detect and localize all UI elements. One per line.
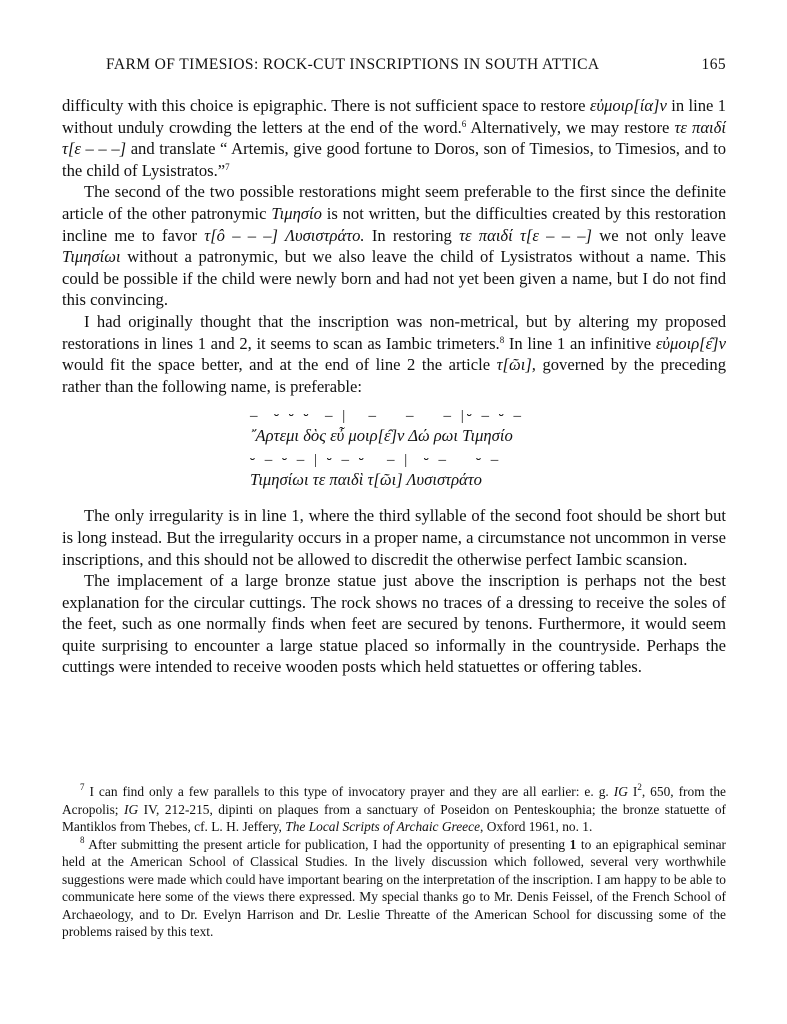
page-number: 165 [701,56,726,73]
greek-text: εὐμοιρ[ε̑]ν [655,333,726,353]
text-run: In restoring [371,225,452,245]
greek-text: τ[ô – – –] Λυσιστράτο. [204,225,365,245]
footnote-number: 8 [80,834,85,845]
footnote-ref-6: 6 [461,118,467,129]
paragraph-5: The implacement of a large bronze statue just above the inscription is perhaps not the best explanation for the circular cuttings. The rock shows no traces of a dressing to receive the soles of the feet, such as one normally finds when feet are secured by tenons. Furthermore, it would seem quite surprising to encounter a large statue placed so informally in the countryside. Perhaps the cuttings were intended to receive wooden posts which held statuettes or offering tables. [62,571,726,677]
text-run: governed by the preceding rather than the following name, is preferable: [62,355,726,396]
greek-text: Τιμησίωι [62,247,121,267]
superscript: 2 [637,782,642,792]
text-run: we not only leave [599,225,726,245]
footnote-7 [62,783,726,836]
text-run: IV, 212-215, dipinti on plaques from a sanctuary of Poseidon on Penteskouphia; the bronze statuette of Mantiklos from Thebes, cf. L. H. Jeffery, [62,801,726,834]
meter-line-1: – ⏑ ⏑ ⏑ – | – – – |⏑ – ⏑ – [250,408,524,425]
footnote-ref-7: 7 [225,161,230,172]
text-run: After submitting the present article for publication, I had the opportunity of presenting [88,836,566,852]
text-run: to an epigraphical seminar held at the American School of Classical Studies. In the lively discussion which followed, several very worthwhile suggestions were made which could have important bearing on the interpretation of the inscription. I am happy to be able to communicate here some of the views there expressed. My special thanks go to Mr. Denis Feissel, of the French School of Archaeology, and to Dr. Evelyn Harrison and Dr. Leslie Threatte of the American School for discussing some of the problems raised by this text. [62,836,726,939]
greek-text: τ[ῶι], [496,355,536,375]
text-run: I can find only a few parallels to this type of invocatory prayer and they are all earlier: e. g. [89,784,609,799]
running-title: FARM OF TIMESIOS: ROCK-CUT INSCRIPTIONS IN SOUTH ATTICA [106,56,600,73]
text-run: , 650, from the Acropolis; [62,784,726,817]
text-run: In line 1 an infinitive [508,333,652,353]
text-run: and translate “ Artemis, give good fortune to Doros, son of Timesios, to Timesios, and to the child of Lysistratos.” [62,139,726,180]
text-run: without a patronymic, but we also leave the child of Lysistratos without a name. This could be possible if the child were newly born and had not yet been given a name, but I do not find this convincing. [62,247,726,310]
text-run: Alternatively, we may restore [470,117,670,137]
paragraph-3 [62,311,726,397]
body-text [62,95,726,678]
footnote-ref-8: 8 [499,334,505,345]
meter-line-2: ⏑ – ⏑ – | ⏑ – ⏑ – | ⏑ – ⏑ – [250,452,502,469]
greek-text: τε παιδί τ[ε – – –] [62,117,726,159]
text-run: , Oxford 1961, no. 1. [480,819,593,834]
paragraph-1 [62,95,726,181]
text-run: in line 1 without unduly crowding the letters at the end of the word. [62,96,727,137]
verse-line-2: Τιμησίωι τε παιδὶ τ[ῶι] Λυσιστράτο [250,470,482,490]
bold-text: 1 [569,836,577,852]
greek-text: εὐμοιρ[ία]ν [589,96,667,115]
footnotes [62,783,726,941]
paragraph-4: The only irregularity is in line 1, where the third syllable of the second foot should be short but is long instead. But the irregularity occurs in a proper name, a circumstance not uncommon in verse inscriptions, and this should not be allowed to discredit the otherwise perfect Iambic scansion. [62,506,726,569]
greek-text: Τιμησίο [271,203,322,223]
text-run: I had originally thought that the inscription was non-metrical, but by altering my proposed restorations in lines 1 and 2, it seems to scan as Iambic trimeters. [62,311,726,353]
italic-text: The Local Scripts of Archaic Greece [285,819,481,834]
italic-text: IG [124,801,139,817]
text-run: The second of the two possible restorations might seem preferable to the first since the definite article of the other patronymic [62,182,726,223]
text-run: would fit the space better, and at the end of line 2 the article [62,355,491,375]
text-run: I [632,784,638,799]
footnote-number: 7 [80,782,85,792]
footnote-8 [62,836,726,941]
paragraph-2 [62,181,726,311]
metrical-scansion [250,407,726,491]
text-run: is not written, but the difficulties created by this restoration incline me to favor [62,203,727,245]
text-run: difficulty with this choice is epigraphic. There is not sufficient space to restore [62,96,586,115]
italic-text: IG [613,784,628,799]
verse-line-1: ῎Αρτεμι δὸς εὖ μοιρ[ε̑]ν Δώ ρωι Τιμησίο [250,426,513,446]
greek-text: τε παιδί τ[ε – – –] [459,225,592,245]
